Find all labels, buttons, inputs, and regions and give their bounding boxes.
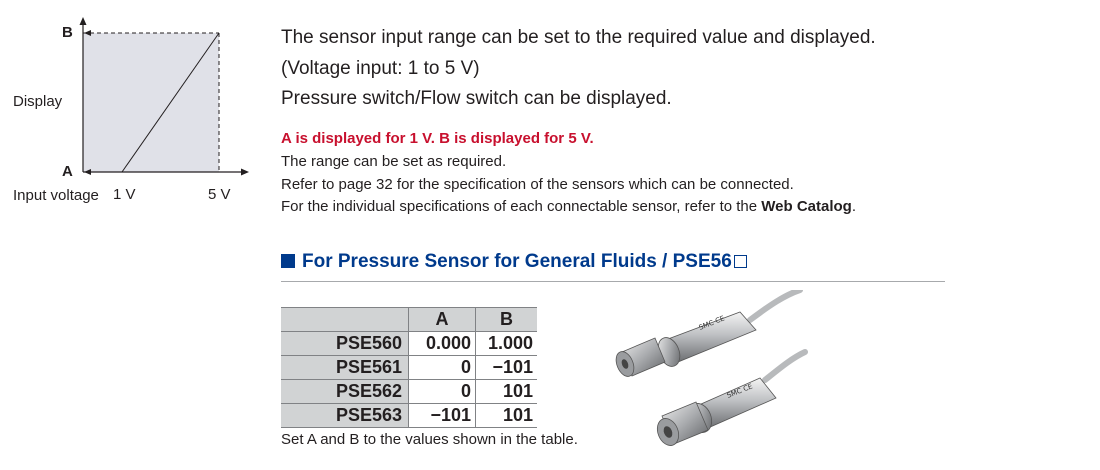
pressure-sensor-illustration — [600, 290, 830, 465]
model-cell: PSE561 — [281, 356, 409, 380]
svg-text:SMC CE: SMC CE — [697, 314, 726, 332]
value-b-cell: 101 — [476, 404, 538, 428]
y-axis-arrow-icon — [80, 17, 87, 25]
section-title: For Pressure Sensor for General Fluids / PSE56 — [302, 251, 732, 272]
graph-area — [83, 33, 219, 172]
note-line-3 — [281, 198, 856, 215]
table-row — [281, 380, 537, 404]
model-cell: PSE562 — [281, 380, 409, 404]
note-line-3-suffix: . — [851, 198, 857, 215]
note-line-1: The range can be set as required. — [281, 153, 507, 170]
section-heading — [281, 251, 747, 273]
intro-line-2: (Voltage input: 1 to 5 V) — [281, 58, 480, 79]
table-header-a: A — [409, 308, 476, 332]
note-line-2: Refer to page 32 for the specification of the sensors which can be connected. — [281, 176, 794, 193]
table-header-corner — [281, 308, 409, 332]
display-range-graph — [0, 0, 270, 220]
value-a-cell: 0.000 — [409, 332, 476, 356]
svg-text:SMC CE: SMC CE — [725, 382, 754, 400]
intro-line-3: Pressure switch/Flow switch can be displayed. — [281, 88, 672, 109]
empty-box-icon — [734, 255, 747, 268]
x-tick-1v: 1 V — [113, 186, 136, 203]
value-a-cell: −101 — [409, 404, 476, 428]
square-bullet-icon — [281, 254, 295, 268]
x-tick-5v: 5 V — [208, 186, 231, 203]
pressure-sensor-photo — [600, 290, 830, 465]
table-header-b: B — [476, 308, 538, 332]
note-line-3-prefix: For the individual specifications of each connectable sensor, refer to the — [281, 198, 762, 215]
display-value-table — [281, 307, 537, 428]
value-b-cell: 1.000 — [476, 332, 538, 356]
y-axis-label: Display — [13, 93, 63, 110]
table-row — [281, 332, 537, 356]
value-a-cell: 0 — [409, 380, 476, 404]
x-axis-label: Input voltage — [13, 187, 99, 204]
axis-label-a: A — [62, 163, 73, 180]
table-row — [281, 356, 537, 380]
x-axis-arrow-icon — [241, 169, 249, 176]
sensor-lower — [653, 378, 776, 449]
value-a-cell: 0 — [409, 356, 476, 380]
model-cell: PSE563 — [281, 404, 409, 428]
section-divider — [281, 281, 945, 282]
model-cell: PSE560 — [281, 332, 409, 356]
table-header-row — [281, 308, 537, 332]
value-b-cell: 101 — [476, 380, 538, 404]
table-row — [281, 404, 537, 428]
axis-label-b: B — [62, 24, 73, 41]
highlight-note: A is displayed for 1 V. B is displayed for 5 V. — [281, 130, 594, 147]
table-footnote: Set A and B to the values shown in the table. — [281, 431, 578, 448]
value-b-cell: −101 — [476, 356, 538, 380]
web-catalog-reference: Web Catalog — [761, 198, 852, 215]
sensor-upper — [613, 312, 756, 379]
intro-line-1: The sensor input range can be set to the required value and displayed. — [281, 27, 876, 48]
